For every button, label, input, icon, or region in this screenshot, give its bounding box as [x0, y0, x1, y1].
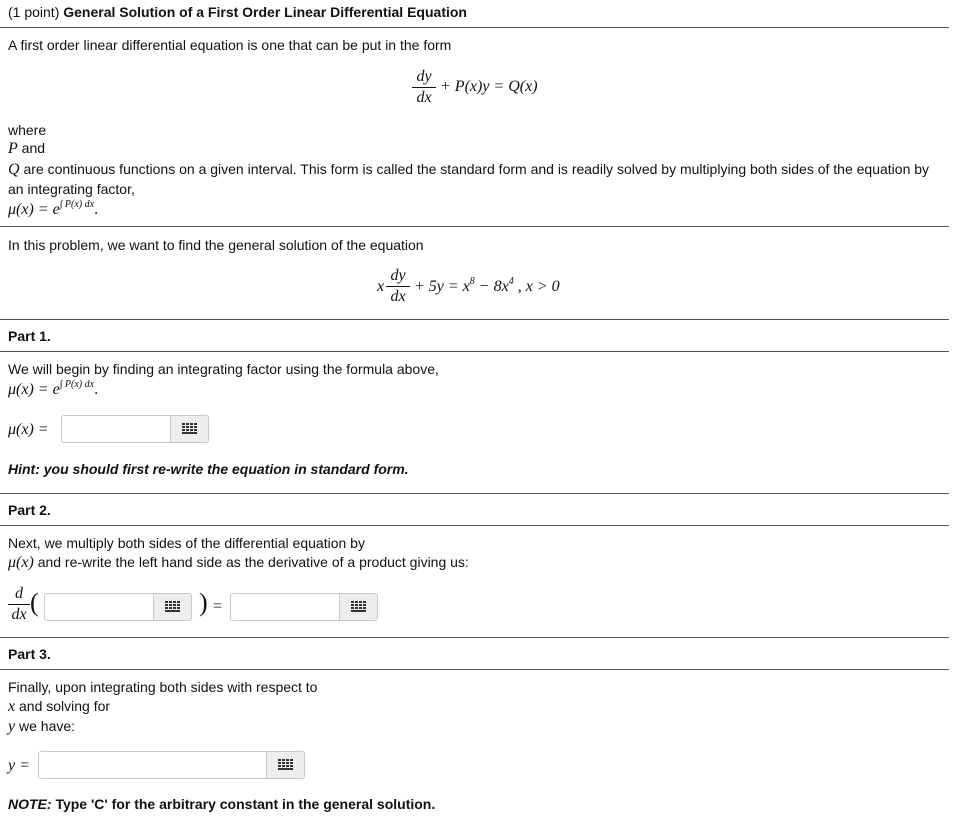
problem-text: In this problem, we want to find the general solution of the equation [8, 237, 424, 253]
product-answer-input[interactable] [44, 593, 154, 621]
part2-heading: Part 2. [8, 502, 51, 518]
part3-note [8, 796, 435, 812]
part3-text-line2: and solving for [19, 698, 111, 714]
eq-lead-x: x [377, 278, 385, 295]
divider [0, 525, 949, 526]
problem-equation: + $5y = x^8 - 8x^4$ , x > 0 [414, 276, 560, 295]
y-answer-input[interactable] [38, 751, 267, 779]
mu-formula: $\mu(x) = e^{\int P(x) dx}$. [8, 379, 99, 398]
and-text: and [21, 140, 46, 156]
points-label: (1 point) [8, 4, 60, 20]
part2-text-line2: and re-write the left hand side as the derivative of a product giving us: [37, 554, 469, 570]
part1-hint: Hint: you should first re-write the equation in standard form. [8, 461, 409, 477]
problem-title: General Solution of a First Order Linear Differential Equation [63, 4, 467, 20]
q-line [8, 161, 929, 179]
part3-text-line1: Finally, upon integrating both sides with respect to [8, 679, 318, 695]
divider [0, 27, 949, 28]
x-symbol: x [8, 698, 16, 715]
part3-heading: Part 3. [8, 646, 51, 662]
integrating-factor-text: an integrating factor, [8, 181, 135, 197]
divider [0, 351, 949, 352]
keyboard-button[interactable] [340, 593, 378, 621]
close-paren: ) [199, 588, 208, 617]
dy-dx-fraction: dy dx [412, 68, 436, 107]
y-answer-label: y = [8, 757, 30, 774]
note-text: Type 'C' for the arbitrary constant in the general solution. [55, 796, 436, 812]
equals-sign: = [213, 598, 223, 615]
q-symbol: Q [8, 161, 20, 178]
q-description: are continuous functions on a given interval. This form is called the standard form and is readily solved by multiplying both sides of the equation by [23, 161, 930, 177]
y-symbol: y [8, 718, 16, 735]
note-label: NOTE: [8, 796, 52, 812]
dy-dx-fraction: dy dx [386, 267, 410, 306]
divider [0, 637, 949, 638]
part3-text-line3-wrap [8, 718, 75, 736]
open-paren: ( [30, 588, 39, 617]
keyboard-grid-icon [182, 423, 198, 435]
p-symbol: P [8, 140, 18, 157]
mu-symbol: μ(x) [8, 554, 34, 571]
part1-heading: Part 1. [8, 328, 51, 344]
keyboard-grid-icon [165, 601, 181, 613]
intro-text: A first order linear differential equation is one that can be put in the form [8, 37, 452, 53]
where-text: where [8, 122, 47, 138]
part2-text-line1: Next, we multiply both sides of the differential equation by [8, 535, 365, 551]
divider [0, 493, 949, 494]
keyboard-grid-icon [278, 759, 294, 771]
divider [0, 669, 949, 670]
problem-header [8, 4, 467, 20]
d-dx-fraction: d dx [8, 585, 30, 624]
keyboard-button[interactable] [267, 751, 305, 779]
keyboard-button[interactable] [171, 415, 209, 443]
divider [0, 319, 949, 320]
part1-text: We will begin by finding an integrating factor using the formula above, [8, 361, 439, 377]
mu-formula: $\mu(x) = e^{\int P(x) dx}$. [8, 199, 99, 218]
part3-text-line2-wrap [8, 698, 110, 716]
divider [0, 226, 949, 227]
part3-text-line3: we have: [19, 718, 76, 734]
keyboard-grid-icon [351, 601, 367, 613]
standard-form-equation: + P(x)y = Q(x) [440, 78, 538, 95]
mu-answer-input[interactable] [61, 415, 171, 443]
part2-text-line2-wrap [8, 554, 469, 572]
keyboard-button[interactable] [154, 593, 192, 621]
mu-answer-label: μ(x) = [8, 421, 49, 438]
p-line [8, 140, 45, 158]
rhs-answer-input[interactable] [230, 593, 340, 621]
